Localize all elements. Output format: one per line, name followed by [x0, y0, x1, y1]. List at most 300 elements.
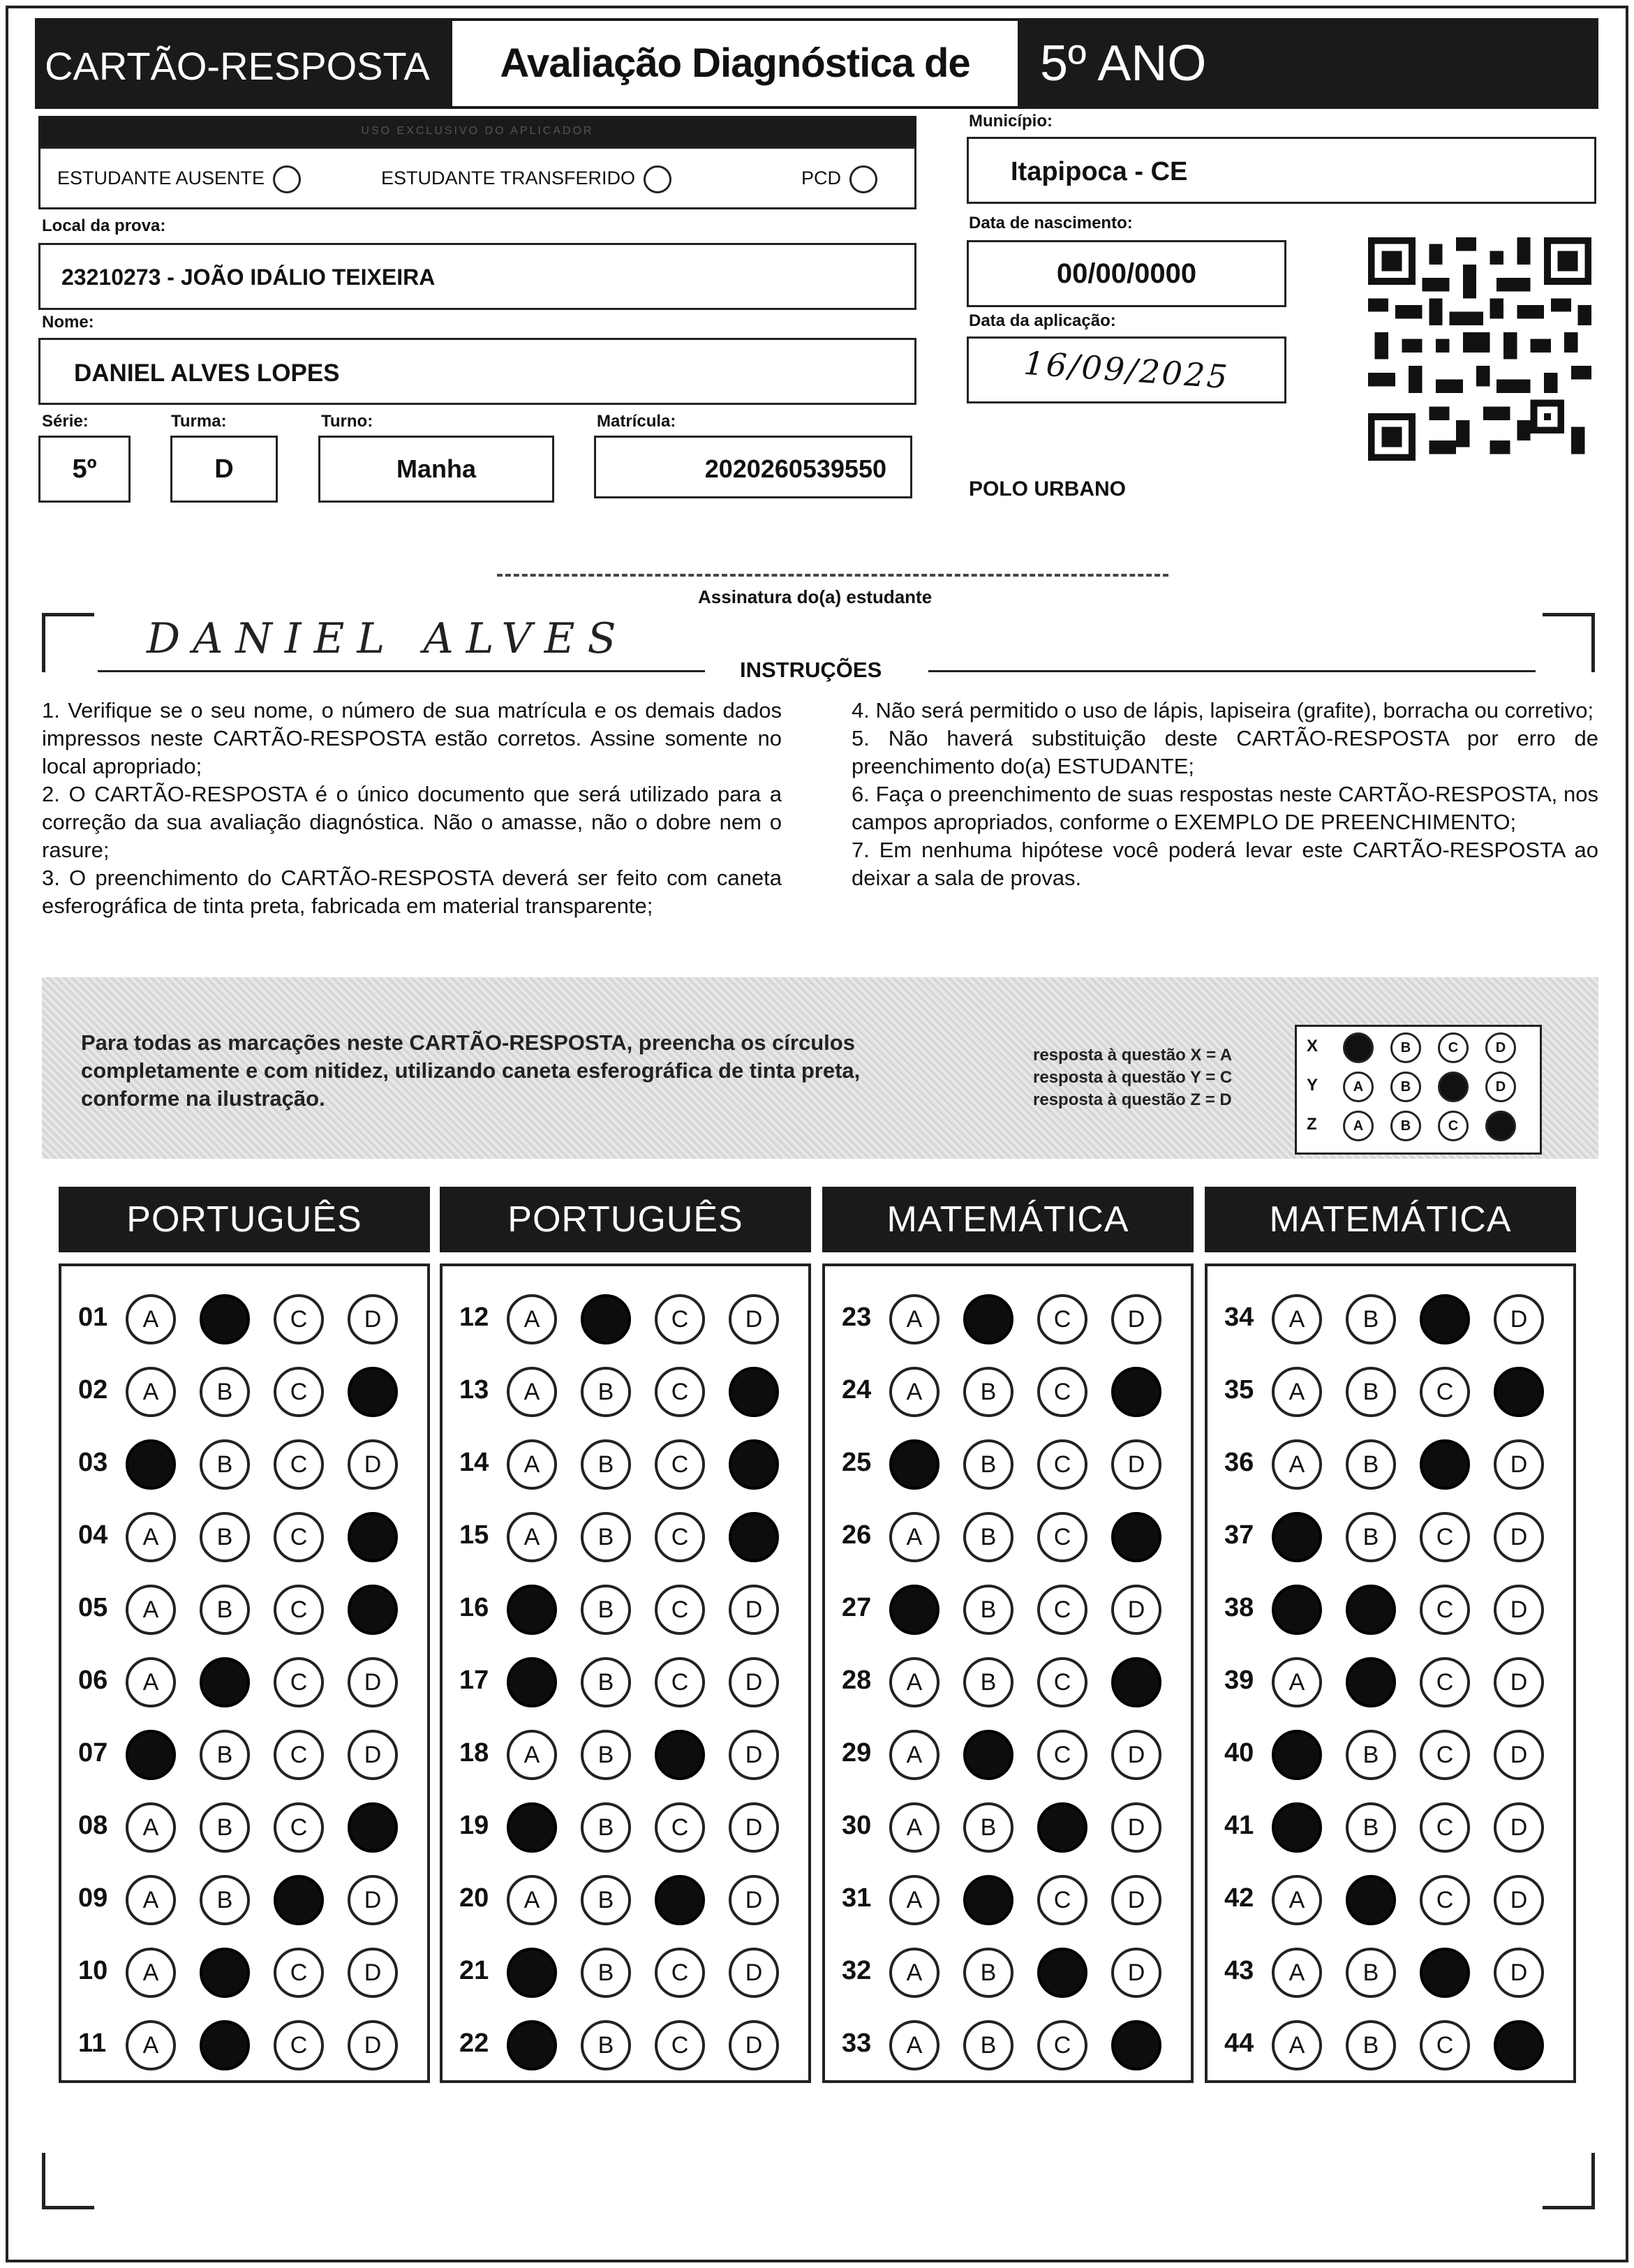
question-row [61, 1647, 427, 1717]
bubble-b[interactable]: B [963, 1367, 1013, 1417]
bubble-c[interactable]: C [274, 1585, 324, 1635]
bubble-b[interactable]: B [200, 1948, 250, 1998]
bubble-d[interactable]: D [729, 1730, 779, 1780]
bubble-a[interactable]: A [889, 1657, 939, 1707]
question-number: 39 [1224, 1666, 1254, 1695]
bubble-a[interactable]: A [507, 1730, 557, 1780]
serie-label: Série: [42, 412, 89, 431]
flags-box [38, 147, 916, 209]
bubble-d[interactable]: D [729, 1294, 779, 1344]
bubble-b[interactable]: B [581, 1657, 631, 1707]
bubble-c[interactable]: C [1420, 1802, 1470, 1853]
bubble-c[interactable]: C [274, 1294, 324, 1344]
example-row-label: X [1307, 1037, 1319, 1055]
example-bubble-d: D [1485, 1111, 1516, 1141]
municipio-label: Município: [969, 112, 1053, 131]
bubble-b[interactable]: B [1346, 1948, 1396, 1998]
bubble-c[interactable]: C [274, 1948, 324, 1998]
bubble-d[interactable]: D [1111, 1585, 1161, 1635]
bubble-c[interactable]: C [655, 1585, 705, 1635]
turma-field: D [170, 436, 278, 503]
bubble-d[interactable]: D [1494, 1585, 1544, 1635]
nome-value: DANIEL ALVES LOPES [74, 360, 340, 387]
question-number: 10 [78, 1956, 108, 1985]
question-number: 32 [842, 1956, 872, 1985]
bubble-d[interactable]: D [729, 1948, 779, 1998]
bubble-d[interactable]: D [729, 1585, 779, 1635]
bubble-a[interactable]: A [889, 1585, 939, 1635]
bubble-d[interactable]: D [1111, 1512, 1161, 1562]
bubble-d[interactable]: D [729, 1802, 779, 1853]
bubble-a[interactable]: A [507, 1948, 557, 1998]
section-title-4: MATEMÁTICA [1205, 1187, 1576, 1252]
bubble-a[interactable]: A [126, 1948, 176, 1998]
question-row [1208, 1938, 1573, 2008]
bubble-b[interactable]: B [581, 1512, 631, 1562]
section-box-3 [822, 1263, 1194, 2083]
bubble-b[interactable]: B [200, 1730, 250, 1780]
pcd-label: PCD [801, 168, 842, 189]
bubble-b[interactable]: B [200, 1512, 250, 1562]
bubble-b[interactable]: B [581, 1875, 631, 1925]
bubble-d[interactable]: D [1494, 1512, 1544, 1562]
matricula-field: 2020260539550 [594, 436, 912, 498]
question-row [61, 1357, 427, 1427]
bubble-a[interactable]: A [1272, 1367, 1322, 1417]
bubble-b[interactable]: B [200, 2020, 250, 2070]
bubble-c[interactable]: C [1037, 1730, 1087, 1780]
bubble-d[interactable]: D [348, 1730, 398, 1780]
bubble-b[interactable]: B [581, 1294, 631, 1344]
bubble-c[interactable]: C [655, 1294, 705, 1344]
question-row [1208, 1720, 1573, 1790]
bubble-d[interactable]: D [348, 1948, 398, 1998]
corner-top-left [42, 613, 94, 672]
bubble-b[interactable]: B [963, 1512, 1013, 1562]
bubble-a[interactable]: A [126, 1730, 176, 1780]
bubble-c[interactable]: C [655, 1367, 705, 1417]
bubble-b[interactable]: B [200, 1657, 250, 1707]
question-number: 15 [459, 1520, 489, 1550]
pcd-flag[interactable] [801, 165, 877, 193]
qr-code [1368, 237, 1591, 461]
question-number: 29 [842, 1738, 872, 1767]
question-number: 44 [1224, 2029, 1254, 2058]
bubble-c[interactable]: C [655, 1802, 705, 1853]
question-row [443, 1502, 808, 1572]
example-bubble-c: C [1438, 1072, 1469, 1102]
bubble-a[interactable]: A [507, 2020, 557, 2070]
bubble-a[interactable]: A [126, 1585, 176, 1635]
question-row [61, 1502, 427, 1572]
bubble-b[interactable]: B [1346, 1439, 1396, 1490]
bubble-b[interactable]: B [963, 1294, 1013, 1344]
aplicacao-label: Data da aplicação: [969, 311, 1116, 330]
question-number: 36 [1224, 1448, 1254, 1477]
question-number: 21 [459, 1956, 489, 1985]
bubble-a[interactable]: A [889, 1875, 939, 1925]
bubble-a[interactable]: A [1272, 1657, 1322, 1707]
bubble-a[interactable]: A [1272, 1875, 1322, 1925]
bubble-d[interactable]: D [348, 1802, 398, 1853]
bubble-b[interactable]: B [581, 1585, 631, 1635]
question-row [1208, 1793, 1573, 1862]
bubble-d[interactable]: D [1111, 1875, 1161, 1925]
question-number: 23 [842, 1303, 872, 1332]
instructions-right [852, 697, 1598, 892]
bubble-a[interactable]: A [889, 1512, 939, 1562]
bubble-d[interactable]: D [1111, 1948, 1161, 1998]
bubble-d[interactable]: D [1111, 1367, 1161, 1417]
bubble-d[interactable]: D [729, 1512, 779, 1562]
bubble-d[interactable]: D [729, 1875, 779, 1925]
bubble-c[interactable]: C [1420, 1367, 1470, 1417]
bubble-c[interactable]: C [274, 1875, 324, 1925]
section-box-2 [440, 1263, 811, 2083]
question-number: 19 [459, 1811, 489, 1840]
bubble-c[interactable]: C [1037, 1875, 1087, 1925]
polo-label: POLO URBANO [969, 477, 1126, 501]
bubble-a[interactable]: A [507, 1512, 557, 1562]
bubble-a[interactable]: A [507, 1657, 557, 1707]
question-row [61, 2010, 427, 2080]
transferred-flag[interactable] [381, 165, 671, 193]
bubble-c[interactable]: C [1420, 1439, 1470, 1490]
instruction-3: 3. O preenchimento do CARTÃO-RESPOSTA deverá ser feito com caneta esferográfica de tinta preta, fabricada em material transparente; [42, 866, 782, 918]
bubble-b[interactable]: B [1346, 1875, 1396, 1925]
bubble-d[interactable]: D [348, 1367, 398, 1417]
signature-line [497, 574, 1168, 577]
question-row [1208, 1430, 1573, 1499]
bubble-c[interactable]: C [274, 1730, 324, 1780]
bubble-a[interactable]: A [889, 1948, 939, 1998]
bubble-d[interactable]: D [1494, 2020, 1544, 2070]
bubble-d[interactable]: D [1494, 1294, 1544, 1344]
question-number: 26 [842, 1520, 872, 1550]
bubble-d[interactable]: D [348, 1875, 398, 1925]
bubble-a[interactable]: A [126, 2020, 176, 2070]
bubble-d[interactable]: D [729, 1657, 779, 1707]
matricula-label: Matrícula: [597, 412, 676, 431]
absent-radio[interactable] [273, 165, 301, 193]
bubble-a[interactable]: A [889, 1802, 939, 1853]
bubble-c[interactable]: C [1420, 1875, 1470, 1925]
bubble-d[interactable]: D [1111, 1802, 1161, 1853]
bubble-a[interactable]: A [507, 1439, 557, 1490]
turno-field: Manha [318, 436, 554, 503]
bubble-d[interactable]: D [1111, 1730, 1161, 1780]
bubble-d[interactable]: D [1494, 1367, 1544, 1417]
bubble-c[interactable]: C [1037, 2020, 1087, 2070]
bubble-b[interactable]: B [963, 1875, 1013, 1925]
bubble-a[interactable]: A [889, 2020, 939, 2070]
bubble-d[interactable]: D [348, 1512, 398, 1562]
bubble-c[interactable]: C [1420, 2020, 1470, 2070]
bubble-d[interactable]: D [1111, 1657, 1161, 1707]
bubble-a[interactable]: A [507, 1367, 557, 1417]
question-row [1208, 1575, 1573, 1645]
transferred-label: ESTUDANTE TRANSFERIDO [381, 168, 636, 189]
question-number: 27 [842, 1593, 872, 1622]
bubble-c[interactable]: C [1037, 1439, 1087, 1490]
question-number: 28 [842, 1666, 872, 1695]
question-number: 25 [842, 1448, 872, 1477]
question-number: 38 [1224, 1593, 1254, 1622]
question-row [443, 1720, 808, 1790]
bubble-d[interactable]: D [1111, 1294, 1161, 1344]
bubble-a[interactable]: A [1272, 1512, 1322, 1562]
bubble-a[interactable]: A [889, 1439, 939, 1490]
bubble-a[interactable]: A [1272, 1730, 1322, 1780]
bubble-b[interactable]: B [1346, 1657, 1396, 1707]
bubble-a[interactable]: A [507, 1875, 557, 1925]
bubble-a[interactable]: A [1272, 1294, 1322, 1344]
bubble-a[interactable]: A [126, 1439, 176, 1490]
bubble-d[interactable]: D [348, 1657, 398, 1707]
bubble-c[interactable]: C [1420, 1585, 1470, 1635]
bubble-c[interactable]: C [1420, 1294, 1470, 1344]
instruction-7: 7. Em nenhuma hipótese você poderá levar este CARTÃO-RESPOSTA ao deixar a sala de provas. [852, 838, 1598, 890]
bubble-b[interactable]: B [1346, 1585, 1396, 1635]
bubble-b[interactable]: B [963, 1802, 1013, 1853]
bubble-c[interactable]: C [655, 1730, 705, 1780]
nome-label: Nome: [42, 313, 94, 332]
bubble-a[interactable]: A [889, 1367, 939, 1417]
bubble-b[interactable]: B [200, 1802, 250, 1853]
bubble-b[interactable]: B [963, 1657, 1013, 1707]
question-number: 34 [1224, 1303, 1254, 1332]
bubble-b[interactable]: B [581, 1367, 631, 1417]
bubble-d[interactable]: D [1494, 1802, 1544, 1853]
question-number: 11 [78, 2029, 107, 2058]
instruction-6: 6. Faça o preenchimento de suas respostas neste CARTÃO-RESPOSTA, nos campos apropriados, conforme o EXEMPLO DE PREENCHIMENTO; [852, 782, 1598, 834]
question-number: 12 [459, 1303, 489, 1332]
municipio-value: Itapipoca - CE [1011, 157, 1188, 186]
bubble-a[interactable]: A [126, 1294, 176, 1344]
question-row [61, 1575, 427, 1645]
bubble-b[interactable]: B [581, 1439, 631, 1490]
bubble-b[interactable]: B [581, 2020, 631, 2070]
example-bubble-b: B [1390, 1111, 1421, 1141]
question-row [825, 1502, 1191, 1572]
bubble-c[interactable]: C [1037, 1367, 1087, 1417]
bubble-a[interactable]: A [507, 1585, 557, 1635]
bubble-d[interactable]: D [1111, 2020, 1161, 2070]
question-row [1208, 1865, 1573, 1935]
bubble-c[interactable]: C [1420, 1512, 1470, 1562]
question-number: 43 [1224, 1956, 1254, 1985]
bubble-d[interactable]: D [729, 2020, 779, 2070]
bubble-c[interactable]: C [274, 1657, 324, 1707]
bubble-b[interactable]: B [200, 1585, 250, 1635]
bubble-b[interactable]: B [200, 1875, 250, 1925]
bubble-d[interactable]: D [348, 1294, 398, 1344]
bubble-c[interactable]: C [274, 1367, 324, 1417]
question-row [1208, 1502, 1573, 1572]
bubble-c[interactable]: C [274, 1512, 324, 1562]
bubble-b[interactable]: B [581, 1730, 631, 1780]
bubble-d[interactable]: D [1494, 1657, 1544, 1707]
question-row [443, 1284, 808, 1354]
bubble-b[interactable]: B [963, 1439, 1013, 1490]
question-number: 01 [78, 1303, 108, 1332]
question-number: 24 [842, 1375, 872, 1404]
bubble-d[interactable]: D [348, 1439, 398, 1490]
bubble-c[interactable]: C [655, 1875, 705, 1925]
bubble-a[interactable]: A [1272, 1948, 1322, 1998]
bubble-a[interactable]: A [126, 1367, 176, 1417]
question-row [61, 1793, 427, 1862]
instruction-5: 5. Não haverá substituição deste CARTÃO-RESPOSTA por erro de preenchimento do(a) ESTUDANTE; [852, 726, 1598, 778]
bubble-a[interactable]: A [889, 1294, 939, 1344]
local-field [38, 243, 916, 310]
bubble-a[interactable]: A [126, 1512, 176, 1562]
bubble-a[interactable]: A [126, 1657, 176, 1707]
question-row [1208, 1284, 1573, 1354]
instructions-rule-left [98, 670, 705, 672]
question-number: 30 [842, 1811, 872, 1840]
example-bubble-d: D [1485, 1032, 1516, 1063]
bubble-a[interactable]: A [126, 1802, 176, 1853]
bubble-c[interactable]: C [1037, 1585, 1087, 1635]
bubble-c[interactable]: C [655, 1439, 705, 1490]
bubble-d[interactable]: D [1111, 1439, 1161, 1490]
fill-example [42, 977, 1598, 1159]
question-row [443, 1793, 808, 1862]
question-row [825, 1284, 1191, 1354]
bubble-b[interactable]: B [1346, 2020, 1396, 2070]
aplicacao-field [967, 336, 1286, 403]
question-number: 40 [1224, 1738, 1254, 1767]
question-number: 08 [78, 1811, 108, 1840]
turno-label: Turno: [321, 412, 373, 431]
bubble-c[interactable]: C [1420, 1730, 1470, 1780]
bubble-c[interactable]: C [1037, 1512, 1087, 1562]
bubble-a[interactable]: A [889, 1730, 939, 1780]
question-number: 16 [459, 1593, 489, 1622]
bubble-c[interactable]: C [1420, 1657, 1470, 1707]
question-row [443, 1938, 808, 2008]
corner-bottom-right [1543, 2153, 1595, 2209]
bubble-c[interactable]: C [274, 1802, 324, 1853]
bubble-a[interactable]: A [1272, 1439, 1322, 1490]
example-bubble-a: A [1343, 1032, 1374, 1063]
bubble-b[interactable]: B [963, 1948, 1013, 1998]
local-value: 23210273 - JOÃO IDÁLIO TEIXEIRA [61, 265, 436, 290]
bubble-a[interactable]: A [1272, 1802, 1322, 1853]
bubble-c[interactable]: C [274, 2020, 324, 2070]
bubble-c[interactable]: C [1420, 1948, 1470, 1998]
corner-bottom-left [42, 2153, 94, 2209]
bubble-c[interactable]: C [1037, 1294, 1087, 1344]
bubble-b[interactable]: B [200, 1294, 250, 1344]
applicator-bar: USO EXCLUSIVO DO APLICADOR [38, 116, 916, 147]
example-bubble-c: C [1438, 1111, 1469, 1141]
bubble-c[interactable]: C [1037, 1802, 1087, 1853]
question-number: 33 [842, 2029, 872, 2058]
bubble-c[interactable]: C [1037, 1948, 1087, 1998]
question-number: 18 [459, 1738, 489, 1767]
bubble-d[interactable]: D [1494, 1730, 1544, 1780]
nascimento-field: 00/00/0000 [967, 240, 1286, 307]
question-row [61, 1284, 427, 1354]
question-number: 03 [78, 1448, 108, 1477]
question-number: 07 [78, 1738, 108, 1767]
bubble-a[interactable]: A [507, 1802, 557, 1853]
bubble-b[interactable]: B [963, 1585, 1013, 1635]
bubble-a[interactable]: A [1272, 1585, 1322, 1635]
instruction-4: 4. Não será permitido o uso de lápis, lapiseira (grafite), borracha ou corretivo; [852, 698, 1594, 722]
bubble-d[interactable]: D [729, 1439, 779, 1490]
absent-flag[interactable] [57, 165, 301, 193]
serie-field: 5º [38, 436, 131, 503]
bubble-b[interactable]: B [581, 1948, 631, 1998]
question-row [61, 1865, 427, 1935]
bubble-d[interactable]: D [348, 1585, 398, 1635]
bubble-a[interactable]: A [507, 1294, 557, 1344]
question-row [825, 1575, 1191, 1645]
bubble-a[interactable]: A [1272, 2020, 1322, 2070]
question-row [825, 2010, 1191, 2080]
bubble-b[interactable]: B [1346, 1294, 1396, 1344]
pcd-radio[interactable] [849, 165, 877, 193]
bubble-c[interactable]: C [274, 1439, 324, 1490]
bubble-b[interactable]: B [1346, 1367, 1396, 1417]
bubble-c[interactable]: C [655, 1512, 705, 1562]
question-row [443, 1647, 808, 1717]
question-row [1208, 2010, 1573, 2080]
section-box-4 [1205, 1263, 1576, 2083]
bubble-b[interactable]: B [1346, 1512, 1396, 1562]
bubble-b[interactable]: B [200, 1439, 250, 1490]
question-number: 05 [78, 1593, 108, 1622]
bubble-d[interactable]: D [1494, 1875, 1544, 1925]
question-number: 14 [459, 1448, 489, 1477]
municipio-field [967, 137, 1596, 204]
bubble-a[interactable]: A [126, 1875, 176, 1925]
bubble-b[interactable]: B [1346, 1730, 1396, 1780]
grade-heading: 5º ANO [1040, 36, 1207, 91]
card-title: CARTÃO-RESPOSTA [45, 44, 430, 88]
example-bubble-d: D [1485, 1072, 1516, 1102]
transferred-radio[interactable] [644, 165, 671, 193]
bubble-b[interactable]: B [963, 1730, 1013, 1780]
exam-name: Avaliação Diagnóstica de [452, 21, 1018, 106]
question-row [825, 1720, 1191, 1790]
bubble-b[interactable]: B [1346, 1802, 1396, 1853]
nome-field [38, 338, 916, 405]
example-legend [1033, 1044, 1232, 1111]
instructions-left [42, 697, 782, 920]
bubble-d[interactable]: D [348, 2020, 398, 2070]
bubble-c[interactable]: C [655, 1948, 705, 1998]
bubble-c[interactable]: C [655, 2020, 705, 2070]
question-row [825, 1430, 1191, 1499]
bubble-d[interactable]: D [1494, 1439, 1544, 1490]
bubble-c[interactable]: C [655, 1657, 705, 1707]
example-grid [1295, 1025, 1542, 1155]
example-row-label: Y [1307, 1076, 1319, 1095]
bubble-b[interactable]: B [581, 1802, 631, 1853]
bubble-d[interactable]: D [729, 1367, 779, 1417]
bubble-b[interactable]: B [963, 2020, 1013, 2070]
bubble-b[interactable]: B [200, 1367, 250, 1417]
bubble-c[interactable]: C [1037, 1657, 1087, 1707]
example-bubble-b: B [1390, 1032, 1421, 1063]
question-number: 31 [842, 1883, 872, 1913]
question-row [1208, 1647, 1573, 1717]
bubble-d[interactable]: D [1494, 1948, 1544, 1998]
